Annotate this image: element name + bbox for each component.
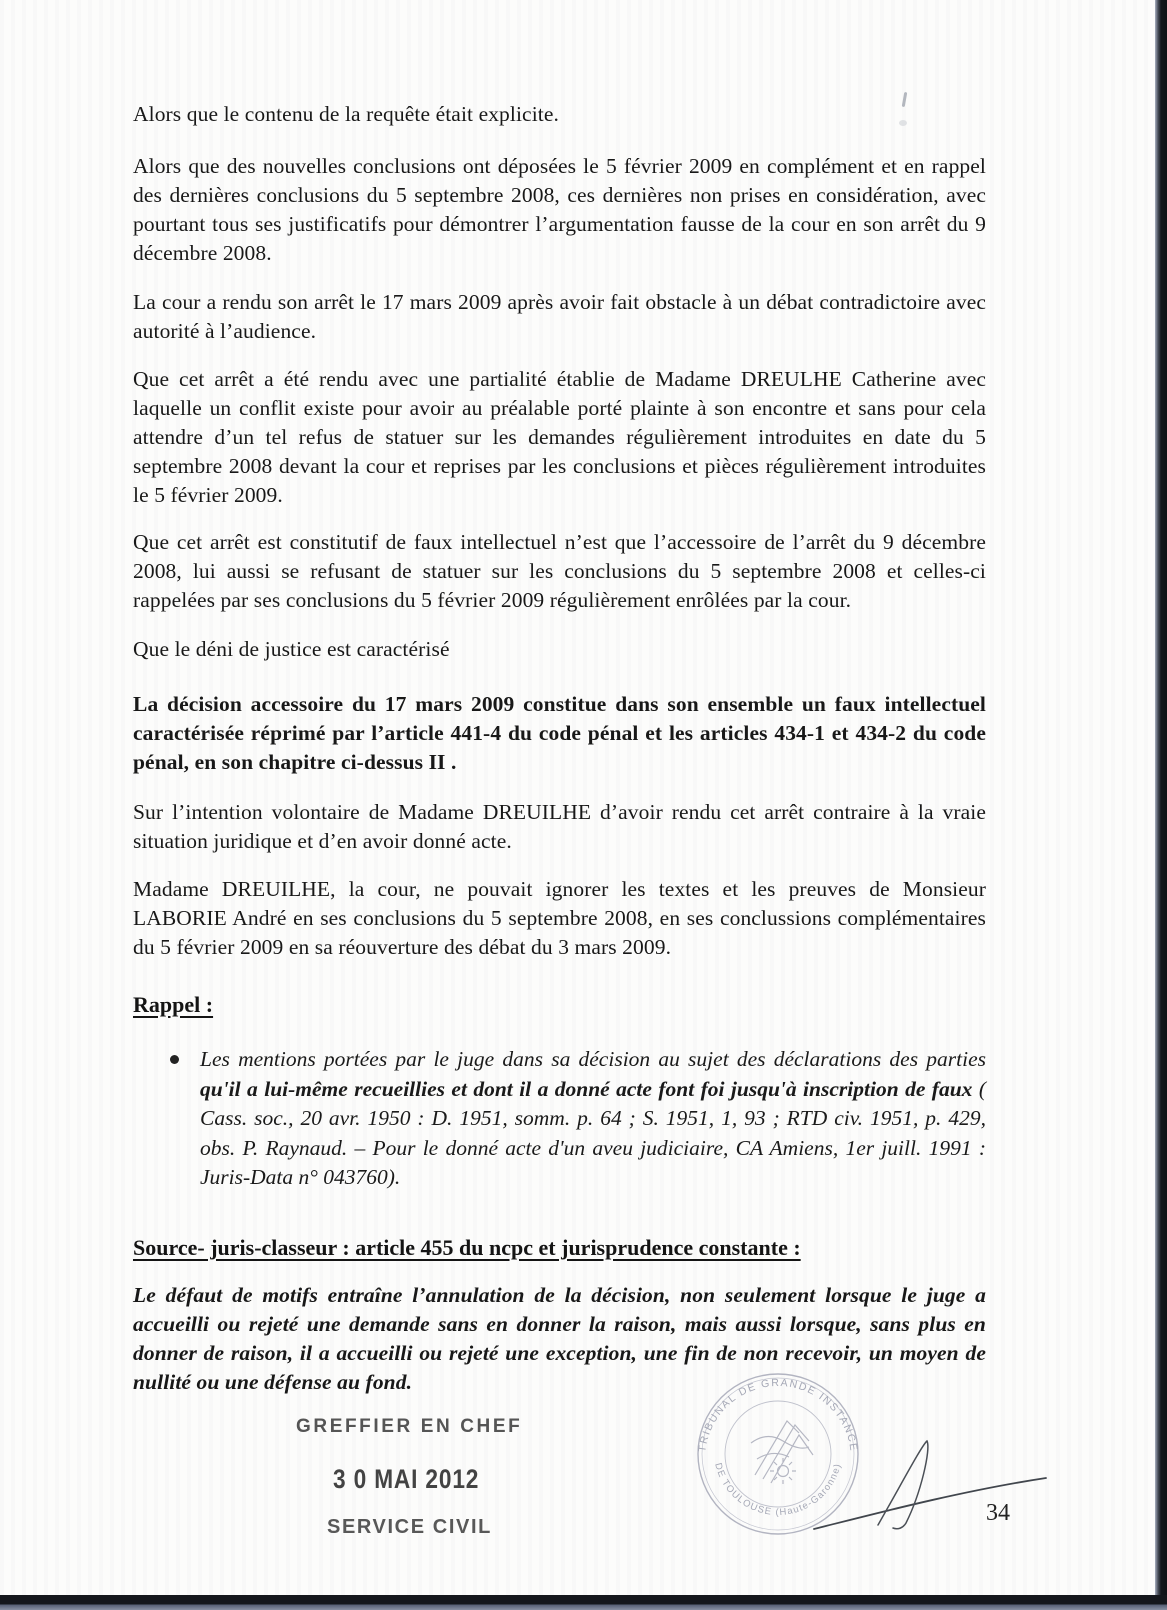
- paragraph: Que le déni de justice est caractérisé: [133, 637, 450, 661]
- paragraph: Alors que le contenu de la requête était explicite.: [133, 102, 559, 126]
- citation-text-reference: ( Cass. soc., 20 avr. 1950 : D. 1951, somm. p. 64 ; S. 1951, 1, 93 ; RTD civ. 1951, p. 429, obs. P. Raynaud. – Pour le donné acte d'un aveu judiciaire, CA Amiens, 1er juill. 1991 : Juris-Data n° 043760).: [200, 1076, 986, 1189]
- bullet-citation: [133, 1045, 986, 1193]
- citation-text-normal: Les mentions portées par le juge dans sa décision au sujet des déclarations des parties: [200, 1047, 986, 1071]
- paragraph-bold-italic: Le défaut de motifs entraîne l’annulation de la décision, non seulement lorsque le juge a accueilli ou rejeté une demande sans en donner la raison, mais aussi lorsque, sans plus en donner de raison, il a accueilli ou rejeté une exception, une fin de non recevoir, un moyen de nullité ou une défense au fond.: [133, 1283, 986, 1394]
- scan-edge-right: [1155, 0, 1167, 1610]
- signature: [800, 1425, 1060, 1545]
- scan-edge-bottom: [0, 1595, 1167, 1610]
- seal-text-bottom: DE TOULOUSE (Haute-Garonne): [712, 1461, 844, 1519]
- seal-text-top: TRIBUNAL DE GRANDE INSTANCE: [696, 1376, 860, 1453]
- section-heading-rappel: Rappel :: [133, 992, 214, 1017]
- paragraph: La cour a rendu son arrêt le 17 mars 2009 après avoir fait obstacle à un débat contradictoire avec autorité à l’audience.: [133, 290, 986, 343]
- page-number: 34: [986, 1500, 1010, 1526]
- paragraph: Sur l’intention volontaire de Madame DREUILHE d’avoir rendu cet arrêt contraire à la vraie situation juridique et d’en avoir donné acte.: [133, 800, 986, 853]
- paragraph: Que cet arrêt a été rendu avec une partialité établie de Madame DREULHE Catherine avec laquelle un conflit existe pour avoir au préalable porté plainte à son encontre et sans pour cela attendre d’un tel refus de statuer sur les demandes régulièrement introduites en date du 5 septembre 2008 devant la cour et reprises par les conclusions et pièces régulièrement introduites le 5 février 2009.: [133, 367, 986, 507]
- paragraph: Alors que des nouvelles conclusions ont déposées le 5 février 2009 en complément et en rappel des dernières conclusions du 5 septembre 2008, ces dernières non prises en considération, avec pourtant tous ses justificatifs pour démontrer l’argumentation fausse de la cour en son arrêt du 9 décembre 2008.: [133, 154, 986, 265]
- greffier-stamp-text: GREFFIER EN CHEF: [296, 1416, 523, 1437]
- paragraph: Madame DREUILHE, la cour, ne pouvait ignorer les textes et les preuves de Monsieur LABORIE André en ses conclusions du 5 septembre 2008, en ses conclussions complémentaires du 5 février 2009 en sa réouverture des débat du 3 mars 2009.: [133, 877, 986, 959]
- paragraph-bold: La décision accessoire du 17 mars 2009 constitue dans son ensemble un faux intellectuel caractérisée réprimé par l’article 441-4 du code pénal et les articles 434-1 et 434-2 du code pénal, en son chapitre ci-dessus II .: [133, 692, 986, 774]
- service-civil-stamp-text: SERVICE CIVIL: [327, 1516, 492, 1538]
- date-stamp: 3 0 MAI 2012: [333, 1464, 480, 1494]
- paragraph: Que cet arrêt est constitutif de faux intellectuel n’est que l’accessoire de l’arrêt du 9 décembre 2008, lui aussi se refusant de statuer sur les conclusions du 5 septembre 2008 et celles-ci rappelées par ses conclusions du 5 février 2009 régulièrement enrôlées par la cour.: [133, 530, 986, 612]
- section-heading-source: Source- juris-classeur : article 455 du ncpc et jurisprudence constante :: [133, 1235, 801, 1260]
- citation-text-bold: qu'il a lui-même recueillies et dont il a donné acte font foi jusqu'à inscription de faux: [200, 1076, 979, 1101]
